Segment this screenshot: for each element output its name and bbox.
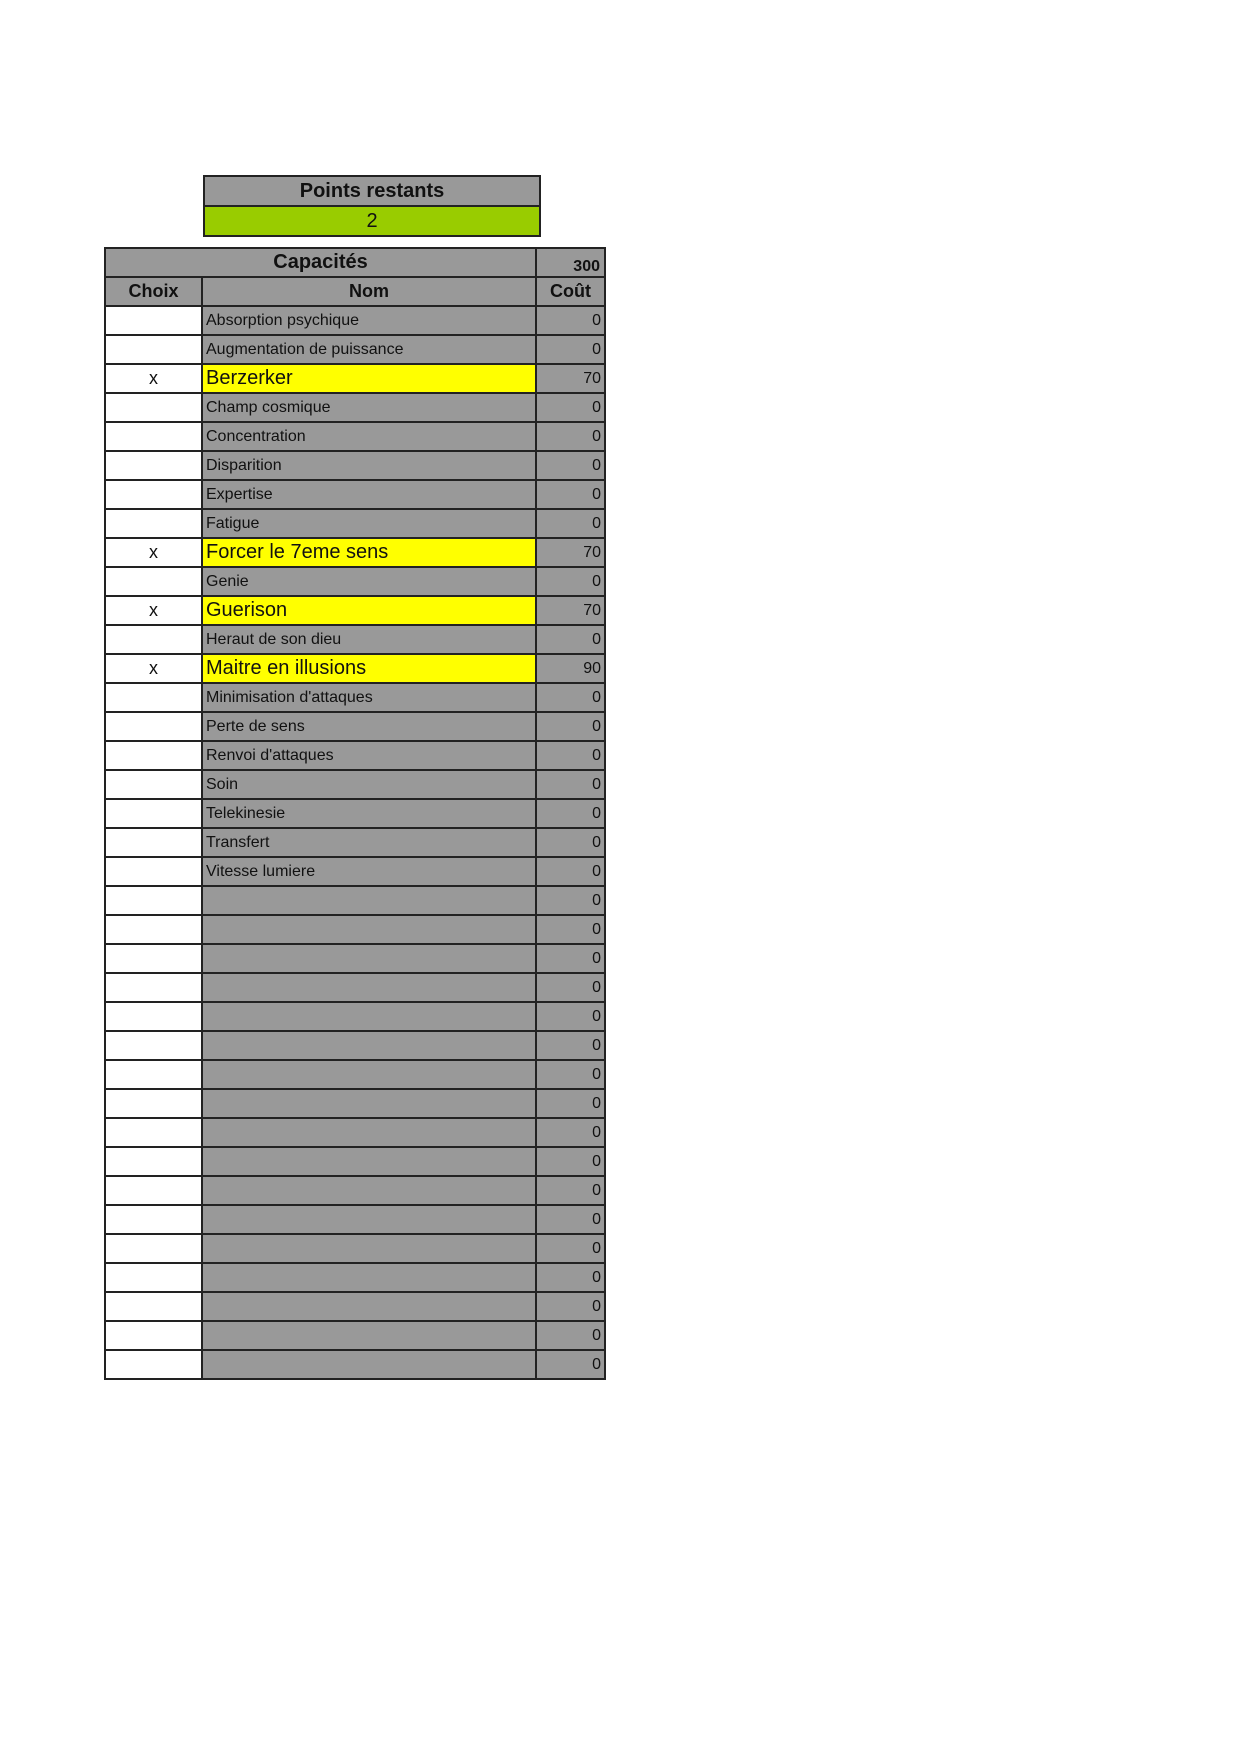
choix-cell[interactable] [105, 1321, 202, 1350]
table-row [105, 596, 605, 625]
cout-cell[interactable]: 0 [536, 509, 605, 538]
nom-cell[interactable]: Concentration [202, 422, 536, 451]
cout-cell[interactable]: 0 [536, 683, 605, 712]
nom-cell[interactable] [202, 1176, 536, 1205]
nom-cell[interactable] [202, 1292, 536, 1321]
cout-cell[interactable]: 0 [536, 1263, 605, 1292]
nom-cell[interactable]: Berzerker [202, 364, 536, 393]
table-row [105, 944, 605, 973]
cout-cell[interactable]: 0 [536, 1147, 605, 1176]
nom-cell[interactable] [202, 1089, 536, 1118]
cout-cell[interactable]: 0 [536, 1118, 605, 1147]
cout-cell[interactable]: 0 [536, 1089, 605, 1118]
cout-cell[interactable]: 0 [536, 335, 605, 364]
cout-cell[interactable]: 0 [536, 1292, 605, 1321]
table-row [105, 915, 605, 944]
nom-cell[interactable]: Augmentation de puissance [202, 335, 536, 364]
nom-cell[interactable] [202, 944, 536, 973]
table-row [105, 1118, 605, 1147]
capacites-title: Capacités [105, 248, 536, 277]
nom-cell[interactable]: Fatigue [202, 509, 536, 538]
table-row [105, 1263, 605, 1292]
nom-cell[interactable] [202, 1002, 536, 1031]
capacites-table-container [104, 247, 606, 1380]
nom-cell[interactable] [202, 1350, 536, 1379]
nom-cell[interactable]: Transfert [202, 828, 536, 857]
cout-cell[interactable]: 0 [536, 886, 605, 915]
table-row [105, 625, 605, 654]
choix-cell[interactable] [105, 1089, 202, 1118]
choix-cell[interactable] [105, 306, 202, 335]
choix-cell[interactable] [105, 973, 202, 1002]
choix-cell[interactable] [105, 683, 202, 712]
nom-cell[interactable]: Genie [202, 567, 536, 596]
choix-cell[interactable] [105, 335, 202, 364]
choix-cell[interactable] [105, 828, 202, 857]
choix-cell[interactable] [105, 567, 202, 596]
table-row [105, 654, 605, 683]
cout-cell[interactable]: 70 [536, 364, 605, 393]
nom-cell[interactable] [202, 1031, 536, 1060]
cout-cell[interactable]: 90 [536, 654, 605, 683]
nom-cell[interactable] [202, 1118, 536, 1147]
table-row [105, 1089, 605, 1118]
choix-cell[interactable] [105, 1234, 202, 1263]
points-restants-value[interactable]: 2 [204, 206, 540, 236]
nom-cell[interactable]: Absorption psychique [202, 306, 536, 335]
table-row [105, 857, 605, 886]
nom-cell[interactable]: Expertise [202, 480, 536, 509]
points-restants-title: Points restants [204, 176, 540, 206]
capacites-table [104, 247, 606, 1380]
choix-cell[interactable] [105, 770, 202, 799]
nom-cell[interactable]: Minimisation d'attaques [202, 683, 536, 712]
nom-cell[interactable]: Soin [202, 770, 536, 799]
header-nom: Nom [202, 277, 536, 306]
table-row [105, 712, 605, 741]
nom-cell[interactable]: Vitesse lumiere [202, 857, 536, 886]
cout-cell[interactable]: 0 [536, 480, 605, 509]
choix-cell[interactable] [105, 944, 202, 973]
table-row [105, 509, 605, 538]
nom-cell[interactable]: Disparition [202, 451, 536, 480]
choix-cell[interactable]: x [105, 596, 202, 625]
nom-cell[interactable]: Perte de sens [202, 712, 536, 741]
table-row [105, 1321, 605, 1350]
cout-cell[interactable]: 0 [536, 625, 605, 654]
choix-cell[interactable] [105, 1118, 202, 1147]
table-row [105, 1147, 605, 1176]
cout-cell[interactable]: 0 [536, 1060, 605, 1089]
table-row [105, 683, 605, 712]
nom-cell[interactable]: Forcer le 7eme sens [202, 538, 536, 567]
nom-cell[interactable] [202, 1263, 536, 1292]
choix-cell[interactable] [105, 625, 202, 654]
cout-cell[interactable]: 0 [536, 1234, 605, 1263]
cout-cell[interactable]: 0 [536, 1321, 605, 1350]
choix-cell[interactable] [105, 1002, 202, 1031]
table-row [105, 1002, 605, 1031]
choix-cell[interactable] [105, 1060, 202, 1089]
table-row [105, 306, 605, 335]
choix-cell[interactable] [105, 915, 202, 944]
nom-cell[interactable]: Champ cosmique [202, 393, 536, 422]
nom-cell[interactable] [202, 1234, 536, 1263]
choix-cell[interactable]: x [105, 538, 202, 567]
table-row [105, 799, 605, 828]
cout-cell[interactable]: 0 [536, 451, 605, 480]
table-row [105, 451, 605, 480]
table-row [105, 770, 605, 799]
table-row [105, 393, 605, 422]
table-row [105, 567, 605, 596]
cout-cell[interactable]: 0 [536, 1002, 605, 1031]
table-row [105, 480, 605, 509]
cout-cell[interactable]: 0 [536, 1031, 605, 1060]
cout-cell[interactable]: 0 [536, 422, 605, 451]
nom-cell[interactable] [202, 1321, 536, 1350]
table-row [105, 828, 605, 857]
table-row [105, 741, 605, 770]
table-row [105, 886, 605, 915]
nom-cell[interactable]: Heraut de son dieu [202, 625, 536, 654]
nom-cell[interactable]: Maitre en illusions [202, 654, 536, 683]
table-row [105, 1176, 605, 1205]
choix-cell[interactable]: x [105, 364, 202, 393]
points-restants-box [203, 175, 541, 237]
choix-cell[interactable] [105, 393, 202, 422]
cout-cell[interactable]: 0 [536, 857, 605, 886]
nom-cell[interactable] [202, 886, 536, 915]
cout-cell[interactable]: 0 [536, 567, 605, 596]
cout-cell[interactable]: 0 [536, 306, 605, 335]
choix-cell[interactable] [105, 1031, 202, 1060]
table-row [105, 364, 605, 393]
table-row [105, 973, 605, 1002]
nom-cell[interactable] [202, 1205, 536, 1234]
nom-cell[interactable]: Telekinesie [202, 799, 536, 828]
cout-cell[interactable]: 0 [536, 799, 605, 828]
table-row [105, 1031, 605, 1060]
choix-cell[interactable] [105, 422, 202, 451]
cout-cell[interactable]: 0 [536, 915, 605, 944]
cout-cell[interactable]: 0 [536, 770, 605, 799]
choix-cell[interactable] [105, 741, 202, 770]
choix-cell[interactable] [105, 1176, 202, 1205]
cout-cell[interactable]: 0 [536, 712, 605, 741]
choix-cell[interactable] [105, 1205, 202, 1234]
nom-cell[interactable] [202, 973, 536, 1002]
table-row [105, 1060, 605, 1089]
cout-cell[interactable]: 0 [536, 1205, 605, 1234]
header-cout: Coût [536, 277, 605, 306]
cout-cell[interactable]: 70 [536, 596, 605, 625]
cout-cell[interactable]: 0 [536, 393, 605, 422]
choix-cell[interactable] [105, 712, 202, 741]
table-row [105, 1350, 605, 1379]
nom-cell[interactable] [202, 1147, 536, 1176]
header-choix: Choix [105, 277, 202, 306]
choix-cell[interactable] [105, 799, 202, 828]
choix-cell[interactable]: x [105, 654, 202, 683]
cout-cell[interactable]: 0 [536, 1176, 605, 1205]
nom-cell[interactable] [202, 915, 536, 944]
table-row [105, 422, 605, 451]
nom-cell[interactable] [202, 1060, 536, 1089]
table-row [105, 1234, 605, 1263]
cout-cell[interactable]: 0 [536, 741, 605, 770]
choix-cell[interactable] [105, 886, 202, 915]
choix-cell[interactable] [105, 1350, 202, 1379]
table-row [105, 538, 605, 567]
choix-cell[interactable] [105, 480, 202, 509]
cout-cell[interactable]: 0 [536, 828, 605, 857]
cout-cell[interactable]: 70 [536, 538, 605, 567]
choix-cell[interactable] [105, 1292, 202, 1321]
table-row [105, 335, 605, 364]
cout-cell[interactable]: 0 [536, 1350, 605, 1379]
capacites-rows [105, 306, 605, 1379]
table-row [105, 1292, 605, 1321]
nom-cell[interactable]: Renvoi d'attaques [202, 741, 536, 770]
table-row [105, 1205, 605, 1234]
choix-cell[interactable] [105, 857, 202, 886]
choix-cell[interactable] [105, 509, 202, 538]
cout-cell[interactable]: 0 [536, 944, 605, 973]
capacites-total[interactable]: 300 [536, 248, 605, 277]
choix-cell[interactable] [105, 1263, 202, 1292]
cout-cell[interactable]: 0 [536, 973, 605, 1002]
choix-cell[interactable] [105, 1147, 202, 1176]
nom-cell[interactable]: Guerison [202, 596, 536, 625]
choix-cell[interactable] [105, 451, 202, 480]
